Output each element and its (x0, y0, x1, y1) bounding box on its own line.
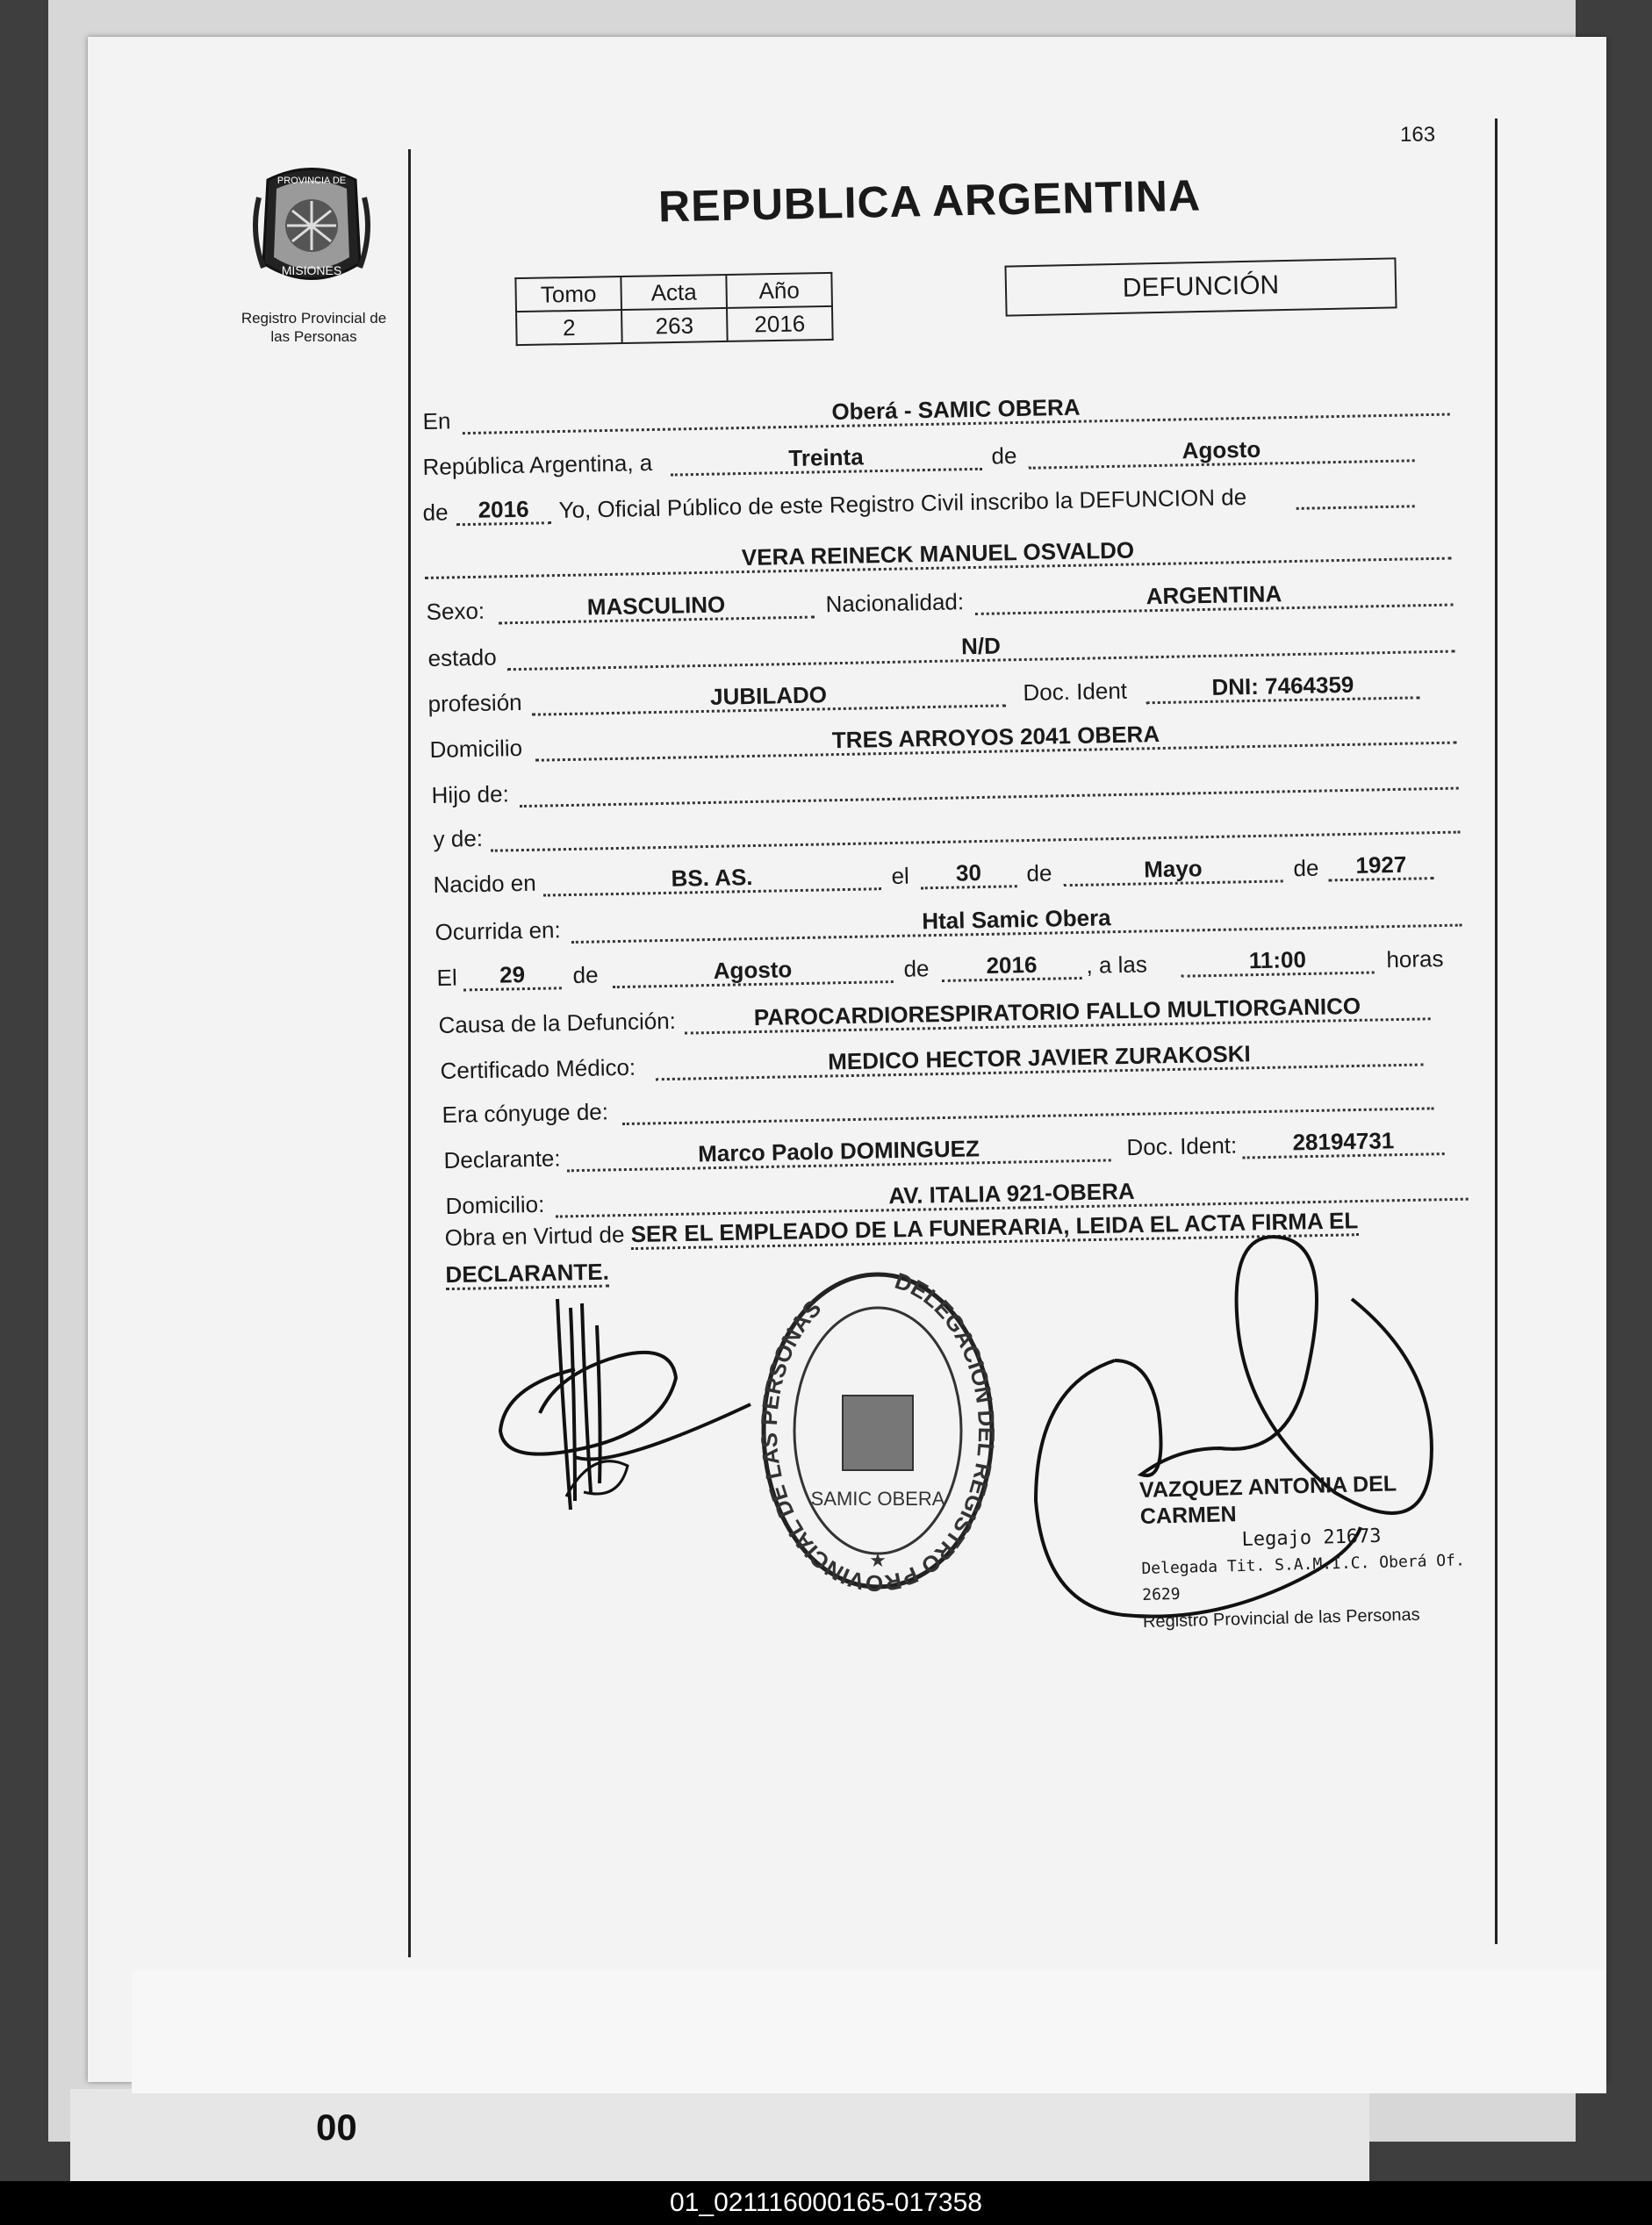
field-nac-mes: Mayo (1063, 853, 1283, 886)
label-el: el (891, 862, 910, 889)
label-de-3: de (1026, 859, 1052, 887)
left-margin-line (408, 149, 411, 1957)
field-def-mes: Agosto (612, 954, 894, 988)
label-certificado: Certificado Médico: (440, 1053, 636, 1085)
field-nacido-en: BS. AS. (542, 861, 881, 896)
field-estado: N/D (506, 624, 1454, 671)
field-declarante-domicilio: AV. ITALIA 921-OBERA (555, 1172, 1468, 1218)
seal-emblem-icon (843, 1396, 913, 1470)
field-declarante-doc: 28194731 (1242, 1126, 1445, 1159)
label-horas: horas (1386, 944, 1444, 973)
field-anio: 2016 (456, 495, 551, 526)
field-nac-dia: 30 (920, 858, 1017, 889)
official-name: VAZQUEZ ANTONIA DEL CARMEN (1138, 1471, 1397, 1529)
official-legajo: Legajo 21673 (1241, 1525, 1382, 1551)
field-sexo: MASCULINO (498, 590, 815, 625)
field-nacionalidad: ARGENTINA (974, 578, 1454, 615)
acta-label: Acta (621, 275, 727, 310)
label-a-las: , a las (1086, 951, 1148, 979)
field-mes: Agosto (1028, 433, 1415, 469)
seal-star-icon: ★ (869, 1549, 887, 1571)
page-lower-strip (132, 1970, 1606, 2093)
label-republica: República Argentina, a (422, 449, 653, 481)
official-cargo: Delegada Tit. S.A.M.I.C. Oberá Of. 2629 (1141, 1551, 1466, 1604)
label-doc-ident: Doc. Ident (1023, 677, 1128, 706)
anio-label: Año (726, 273, 832, 308)
field-doc-ident: DNI: 7464359 (1146, 670, 1420, 704)
logo-caption (224, 309, 404, 346)
field-declarante: Marco Paolo DOMINGUEZ (566, 1132, 1111, 1172)
bottom-page-number: 00 (316, 2107, 357, 2148)
field-lugar: Oberá - SAMIC OBERA (462, 387, 1449, 435)
seal-ring-text: DELEGACION DEL REGISTRO PROVINCIAL DE LAS PERSONAS (755, 1267, 1001, 1597)
label-nacionalidad: Nacionalidad: (825, 588, 965, 618)
tomo-value: 2 (516, 310, 622, 345)
right-margin-line (1495, 118, 1498, 1944)
registry-table (514, 272, 833, 346)
page-number: 163 (1400, 123, 1436, 147)
official-registro: Registro Provincial de las Personas (1142, 1604, 1420, 1632)
label-de-6: de (903, 955, 930, 982)
label-de-4: de (1293, 854, 1319, 882)
label-nacido-en: Nacido en (433, 869, 536, 899)
logo-text-bottom: MISIONES (281, 263, 342, 277)
label-de: de (991, 442, 1017, 470)
label-yo-oficial: Yo, Oficial Público de este Registro Civil inscribo la DEFUNCION de (558, 483, 1247, 524)
label-obra-en-virtud: Obra en Virtud de (444, 1221, 625, 1252)
field-dia-texto: Treinta (670, 441, 982, 477)
field-obra-en-virtud: SER EL EMPLEADO DE LA FUNERARIA, LEIDA EL ACTA FIRMA EL DECLARANTE. (445, 1207, 1358, 1290)
label-de-2: de (422, 499, 449, 527)
label-causa: Causa de la Defunción: (438, 1007, 677, 1039)
logo-caption-line-1: Registro Provincial de (241, 310, 387, 327)
logo-text-top: PROVINCIA DE (277, 176, 347, 186)
label-de-5: de (572, 961, 599, 989)
scan-footer-id: 01_021116000165-017358 (0, 2181, 1652, 2225)
field-def-hora: 11:00 (1181, 945, 1375, 978)
field-profesion: JUBILADO (531, 678, 1006, 715)
label-el-cap: El (436, 964, 458, 992)
field-ocurrida-en: Htal Samic Obera (571, 898, 1462, 944)
label-domicilio: Domicilio (429, 734, 523, 764)
label-sexo: Sexo: (426, 597, 485, 626)
label-hijo-de: Hijo de: (431, 780, 510, 809)
document-title: REPUBLICA ARGENTINA (657, 170, 1202, 232)
label-conyuge: Era cónyuge de: (442, 1098, 609, 1129)
field-nac-anio: 1927 (1328, 851, 1434, 881)
logo-caption-line-2: las Personas (270, 328, 357, 345)
field-certificado: MEDICO HECTOR JAVIER ZURAKOSKI (655, 1037, 1423, 1081)
official-signature-block (1139, 1468, 1477, 1635)
tomo-label: Tomo (515, 276, 621, 312)
declarant-signature-icon (487, 1290, 759, 1527)
back-sheet-bottom (70, 2089, 1369, 2194)
seal-inner-text: SAMIC OBERA (810, 1488, 945, 1510)
field-domicilio: TRES ARROYOS 2041 OBERA (535, 715, 1456, 762)
label-domicilio-2: Domicilio: (445, 1190, 545, 1220)
label-profesion: profesión (427, 688, 522, 718)
label-en: En (422, 407, 451, 435)
province-crest-icon (250, 162, 373, 294)
label-declarante: Declarante: (443, 1145, 561, 1174)
field-def-dia: 29 (463, 960, 562, 991)
field-causa: PAROCARDIORESPIRATORIO FALLO MULTIORGANICO (684, 991, 1430, 1034)
record-type-box: DEFUNCIÓN (1004, 257, 1397, 316)
label-doc-ident-2: Doc. Ident: (1126, 1131, 1238, 1161)
registry-seal-stamp (755, 1264, 1001, 1597)
field-nombre: VERA REINECK MANUEL OSVALDO (424, 531, 1451, 579)
label-estado: estado (427, 643, 497, 672)
acta-value: 263 (621, 308, 728, 343)
label-y-de: y de: (433, 824, 484, 853)
label-ocurrida-en: Ocurrida en: (435, 916, 561, 946)
field-def-anio: 2016 (941, 951, 1082, 982)
field-blank (1296, 478, 1415, 510)
anio-value: 2016 (727, 306, 833, 341)
